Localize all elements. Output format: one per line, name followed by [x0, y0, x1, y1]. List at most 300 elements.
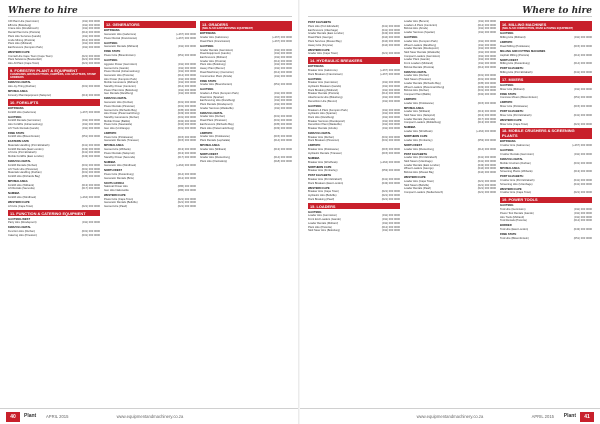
company-name: Earthmoving Hire (Randburg) — [200, 99, 236, 103]
category-heading — [500, 128, 592, 140]
company-name: Grader Rentals (Germiston) — [200, 48, 234, 52]
company-name: Lift Rentals (Secunda) — [8, 187, 35, 191]
phone-number: (021) 000 0000 — [381, 197, 400, 201]
list-item — [200, 40, 292, 44]
company-name: Loader Hire (Germiston) — [308, 214, 337, 218]
company-name: Linde Mining (Pretoria) — [8, 38, 36, 42]
list-item — [200, 127, 292, 131]
region-heading: LIMPOPO — [308, 144, 321, 148]
list-item — [500, 228, 592, 232]
company-name: Power Rentals (Nelspruit) — [104, 151, 135, 155]
phone-number: (041) 000 0000 — [477, 156, 496, 160]
company-name: Grader Hire (Witbank) — [200, 147, 227, 151]
phone-number: (011) 000 0000 — [273, 52, 292, 56]
company-name: Breaker Hire (Durban) — [308, 135, 335, 139]
region-heading: GAUTENG — [500, 83, 514, 87]
phone-number: (011) 000 0000 — [81, 34, 100, 38]
phone-number: (+264) 000 0000 — [380, 160, 400, 164]
list-item — [500, 36, 592, 40]
category-title: 12. GENERATORS — [106, 22, 140, 28]
phone-number: (043) 000 0000 — [81, 155, 100, 159]
phone-number: (013) 000 0000 — [177, 148, 196, 152]
company-name: Standby Power (Centurion) — [104, 85, 137, 89]
list-item — [404, 130, 496, 134]
phone-number: (011) 000 0000 — [477, 39, 496, 43]
phone-number: (011) 000 0000 — [381, 85, 400, 89]
phone-number: (011) 000 0000 — [177, 92, 196, 96]
list-item — [308, 44, 400, 48]
list-item — [500, 123, 592, 127]
company-name: Generator Rentals (Midrand) — [104, 45, 139, 49]
list-item — [500, 96, 592, 100]
company-name: Forklift Hire (Gaborone) — [8, 110, 37, 114]
region-heading: NORTH WEST — [500, 58, 519, 62]
company-name: Power Rental (Francistown) — [104, 36, 138, 40]
company-name: Road Hire (Spartan) — [200, 95, 225, 99]
list-item — [104, 92, 196, 96]
company-name: Mobile Crushers (Durban) — [500, 161, 531, 165]
company-name: Crusher Hire (Gaborone) — [500, 144, 530, 148]
company-name: Plant Rentals (Roodepoort) — [200, 103, 233, 107]
company-name: Rock Breaking (Paarl) — [308, 197, 335, 201]
list-item — [308, 229, 400, 233]
region-heading: GAUTENG-WEST — [8, 217, 31, 221]
phone-number: (031) 000 0000 — [81, 171, 100, 175]
left-columns — [8, 20, 292, 408]
phone-number: (017) 000 0000 — [81, 187, 100, 191]
phone-number: (011) 000 0000 — [81, 27, 100, 31]
phone-number: (011) 000 0000 — [573, 211, 592, 215]
company-name: Plant Hire (Midrand) — [8, 42, 33, 46]
list-item — [8, 175, 100, 179]
phone-number: (+264) 000 0000 — [80, 196, 100, 200]
company-name: Power Rentals (Pinetown) — [104, 104, 136, 108]
phone-number: (011) 000 0000 — [573, 87, 592, 91]
company-name: Grader Hire (Bloemfontein) — [200, 83, 233, 87]
phone-number: (051) 000 0000 — [573, 236, 592, 240]
list-item — [8, 111, 100, 115]
phone-number: (012) 000 0000 — [177, 176, 196, 180]
company-name: Rock Breakers (East London) — [308, 181, 344, 185]
category-heading — [8, 210, 100, 217]
region-heading: BOTSWANA — [308, 65, 324, 69]
company-name: Loader Hire (Witbank) — [404, 110, 431, 114]
phone-number: (051) 000 0000 — [273, 83, 292, 87]
footer-brand: Plant — [563, 413, 576, 419]
company-name: Breaker Rentals (Pretoria) — [308, 92, 340, 96]
company-name: Loader Hire (Cape Town) — [404, 179, 434, 183]
company-name: Loader Rentals (East London) — [404, 163, 440, 167]
phone-number: (012) 000 0000 — [273, 70, 292, 74]
region-heading: GAUTENG — [200, 88, 214, 92]
region-heading: WESTERN CAPE — [308, 48, 330, 52]
phone-number: (011) 000 0000 — [273, 106, 292, 110]
phone-number: (013) 000 0000 — [81, 93, 100, 97]
header-rule — [8, 16, 292, 17]
region-heading: FREE STATE — [500, 92, 517, 96]
region-heading: LIMPOPO — [200, 131, 213, 135]
column — [104, 20, 196, 408]
list-item — [500, 114, 592, 118]
phone-number: (015) 000 0000 — [477, 101, 496, 105]
company-name: Plant Hire (Boksburg) — [200, 63, 226, 67]
region-heading: WESTERN CAPE — [8, 50, 30, 54]
phone-number: (013) 000 0000 — [273, 147, 292, 151]
region-heading: LIMPOPO — [500, 101, 513, 105]
column — [404, 20, 496, 408]
region-heading: GAUTENG — [8, 115, 22, 119]
footer-date: APRIL 2015 — [531, 414, 554, 419]
category-title: 10. FORKLIFTS — [10, 99, 39, 105]
region-heading: NORTHERN CAPE — [308, 165, 332, 169]
phone-number: (018) 000 0000 — [273, 160, 292, 164]
list-item — [308, 152, 400, 156]
company-name: Demolition Hire (Benoni) — [308, 99, 338, 103]
list-item — [500, 237, 592, 241]
list-item — [200, 107, 292, 111]
list-item — [500, 162, 592, 166]
region-heading: POST ELIZABETH — [308, 21, 332, 25]
phone-number: (031) 000 0000 — [573, 161, 592, 165]
list-item — [8, 221, 100, 225]
phone-number: (012) 000 0000 — [273, 59, 292, 63]
phone-number: (031) 000 0000 — [381, 139, 400, 143]
phone-number: (+267) 000 0000 — [272, 39, 292, 43]
region-heading: GAUTENG — [104, 59, 118, 63]
region-heading: BOTSWANA — [200, 32, 216, 36]
company-name: Grader Rentals (East London) — [308, 32, 344, 36]
company-name: Power Hire (Polokwane) — [104, 135, 133, 139]
company-name: Genset Hire (Richards Bay) — [104, 108, 137, 112]
running-head: Where to hire — [522, 6, 592, 16]
region-heading: BOTSWANA — [104, 29, 120, 33]
company-name: Lift Truck Hire (Pinetown) — [8, 167, 39, 171]
phone-number: (011) 000 0000 — [81, 221, 100, 225]
region-heading: WESTERN CAPE — [104, 194, 126, 198]
company-name: Rock Breaking (Midrand) — [308, 88, 338, 92]
phone-number: (086) 000 0000 — [177, 189, 196, 193]
company-name: Demolition Plant (Wadeville) — [308, 123, 342, 127]
phone-number: (035) 000 0000 — [477, 81, 496, 85]
company-name: Breaker Hire (Cape Town) — [308, 190, 340, 194]
category-heading — [8, 67, 100, 80]
company-name: Grader Hire (Pretoria) — [200, 59, 226, 63]
phone-number: (015) 000 0000 — [177, 135, 196, 139]
company-name: Compact Plant (Ballito) — [404, 92, 432, 96]
phone-number: (031) 000 0000 — [81, 230, 100, 234]
company-name: Power Hire (Bloemfontein) — [104, 54, 136, 58]
company-name: Heavy Hire (Knysna) — [308, 43, 333, 47]
company-name: Breaker Hire (Port Elizabeth) — [308, 177, 343, 181]
phone-number: (011) 000 0000 — [573, 152, 592, 156]
phone-number: (041) 000 0000 — [381, 177, 400, 181]
phone-number: (014) 000 0000 — [573, 62, 592, 66]
phone-number: (013) 000 0000 — [477, 114, 496, 118]
phone-number: (053) 000 0000 — [477, 138, 496, 142]
list-item — [500, 88, 592, 92]
region-heading: NORTH WEST — [404, 143, 423, 147]
company-name: Power Rental (Johannesburg) — [104, 70, 140, 74]
company-name: Mobile Generators (Midrand) — [104, 81, 139, 85]
phone-number: (011) 000 0000 — [381, 115, 400, 119]
phone-number: (021) 000 0000 — [177, 197, 196, 201]
company-name: Plant Hire (Port Elizabeth) — [308, 25, 340, 28]
list-item — [8, 234, 100, 238]
phone-number: (011) 000 0000 — [573, 36, 592, 40]
phone-number: (021) 000 0000 — [477, 187, 496, 191]
region-heading: FREE STATE — [200, 79, 217, 83]
region-heading: BOTSWANA — [500, 140, 516, 144]
company-name: Graders & Plant (Kempton Park) — [200, 91, 239, 95]
list-item — [104, 127, 196, 131]
company-name: Wheel Loaders (George) — [404, 167, 434, 171]
phone-number: (011) 000 0000 — [381, 127, 400, 131]
company-name: Breakers & Plant (Kempton Park) — [308, 108, 348, 112]
region-heading: NORTHERN CAPE — [404, 135, 428, 139]
region-heading: FREE STATE — [104, 50, 121, 54]
list-item — [500, 153, 592, 157]
phone-number: (011) 000 0000 — [381, 81, 400, 85]
company-name: Grader Hire (Polokwane) — [200, 135, 230, 139]
company-name: EB Hire (Boksburg) — [8, 23, 32, 27]
region-heading: WESTERN CAPE — [500, 118, 522, 122]
company-name: Attachments Hire (Boksburg) — [308, 96, 343, 100]
company-name: Hydraulic Hire (Bellville) — [308, 194, 337, 198]
company-name: Breaker Rentals (Alrode) — [308, 127, 338, 131]
company-name: Bobcat Hire (Alrode) — [404, 27, 429, 31]
company-name: Mixer Hire (Midrand) — [500, 87, 525, 91]
phone-number: (013) 000 0000 — [573, 170, 592, 174]
company-name: Skid Steers (Pinetown) — [404, 78, 432, 82]
running-head: Where to hire — [8, 6, 78, 16]
phone-number: (011) 000 0000 — [177, 62, 196, 66]
company-name: Generator Rentals (Tzaneen) — [104, 139, 139, 143]
category-title: 18. MOBILE CRUSHERS & SCREENING PLANTS — [502, 128, 575, 139]
company-name: Forklift Hire (Bloemfontein) — [8, 135, 40, 139]
phone-number: (011) 000 0000 — [177, 70, 196, 74]
company-name: Materials Handling (Durban) — [8, 171, 42, 175]
region-heading: MPUMALANGA — [8, 90, 28, 94]
company-name: Crusher Rentals (Germiston) — [500, 152, 535, 156]
phone-number: (031) 000 0000 — [381, 135, 400, 139]
phone-number: (021) 000 0000 — [81, 58, 100, 62]
phone-number: (012) 000 0000 — [573, 53, 592, 57]
company-name: Skid Steers (Bellville) — [404, 183, 430, 187]
phone-number: (015) 000 0000 — [381, 151, 400, 155]
company-name: Grader Hire (Rustenburg) — [200, 156, 231, 160]
company-name: Skid Steer Hire (Boksburg) — [308, 229, 340, 233]
company-name: Breaker Hire (Germiston) — [308, 81, 339, 85]
company-name: Loader Services (Spartan) — [404, 31, 436, 35]
phone-number: (021) 000 0000 — [573, 191, 592, 195]
region-heading: FREE STATE — [8, 131, 25, 135]
list-item — [308, 139, 400, 143]
category-heading — [104, 21, 196, 28]
phone-number: (011) 000 0000 — [177, 45, 196, 49]
phone-number: (021) 000 0000 — [477, 190, 496, 194]
company-name: Power Tool Rentals (Isando) — [500, 211, 534, 215]
phone-number: (011) 000 0000 — [477, 54, 496, 58]
phone-number: (015) 000 0000 — [573, 105, 592, 109]
phone-number: (044) 000 0000 — [381, 43, 400, 47]
phone-number: (012) 000 0000 — [477, 65, 496, 69]
phone-number: (053) 000 0000 — [381, 169, 400, 173]
phone-number: (011) 000 0000 — [381, 123, 400, 127]
phone-number: (012) 000 0000 — [381, 225, 400, 229]
company-name: Milling Hire (Rustenburg) — [500, 62, 530, 66]
phone-number: (041) 000 0000 — [381, 25, 400, 28]
company-name: Generator Hire (Gaborone) — [104, 32, 137, 36]
phone-number: (+267) 000 0000 — [176, 36, 196, 40]
list-item — [200, 83, 292, 87]
phone-number: (021) 000 0000 — [81, 204, 100, 208]
company-name: Power Hire (Cape Town) — [104, 197, 134, 201]
company-name: CR Plant Hire (Germiston) — [8, 20, 40, 23]
category-heading — [500, 21, 592, 31]
company-name: Loader Rentals (Secunda) — [404, 117, 436, 121]
phone-number: (043) 000 0000 — [477, 163, 496, 167]
company-name: Road Machinery (Centurion) — [200, 70, 234, 74]
phone-number: (014) 000 0000 — [273, 138, 292, 142]
category-title: 13. GRADERS — [202, 22, 228, 28]
list-item — [308, 182, 400, 186]
list-item — [104, 205, 196, 209]
phone-number: (031) 000 0000 — [273, 119, 292, 123]
phone-number: (012) 000 0000 — [573, 219, 592, 223]
list-item — [404, 139, 496, 143]
list-item — [200, 75, 292, 79]
company-name: Loader Rentals (Paarl) — [404, 187, 432, 191]
company-name: Breaker Hire (Polokwane) — [308, 148, 339, 152]
region-heading: KWAZULU-NATAL — [500, 157, 524, 161]
phone-number: (012) 000 0000 — [177, 85, 196, 89]
phone-number: (041) 000 0000 — [573, 179, 592, 182]
page-footer — [300, 408, 600, 424]
list-item — [308, 100, 400, 104]
company-name: Earthmovers (Kempton Park) — [8, 45, 43, 49]
region-heading: NORTH WEST — [200, 152, 219, 156]
region-heading: KWAZULU-NATAL — [8, 226, 32, 230]
phone-number: (+267) 000 0000 — [380, 68, 400, 72]
list-item — [104, 164, 196, 168]
company-name: Lift Hire (Cape Town) — [8, 204, 34, 208]
phone-number: (043) 000 0000 — [381, 181, 400, 185]
footer-url[interactable]: www.equipmentandmachinery.co.za — [416, 414, 484, 419]
company-name: Gen Rentals (Randburg) — [104, 92, 134, 96]
list-item — [8, 205, 100, 209]
phone-number: (021) 000 0000 — [573, 122, 592, 126]
list-item — [404, 31, 496, 35]
company-name: Loader Rentals (Midrand) — [308, 221, 339, 225]
company-name: Rock Hire (Randburg) — [308, 115, 335, 119]
company-name: Grader Hire (Durban) — [200, 115, 226, 119]
right-page — [300, 0, 600, 424]
company-name: Tool Hire (East London) — [500, 227, 529, 231]
company-name: National Power Hire — [104, 185, 128, 189]
phone-number: (011) 000 0000 — [81, 126, 100, 130]
region-heading: WESTERN CAPE — [308, 186, 330, 190]
phone-number: (011) 000 0000 — [273, 56, 292, 59]
phone-number: (011) 000 0000 — [81, 20, 100, 23]
page-footer — [0, 408, 300, 424]
company-name: Hire Power (Kempton Park) — [104, 77, 137, 81]
phone-number: (021) 000 0000 — [177, 205, 196, 209]
phone-number: (011) 000 0000 — [477, 20, 496, 23]
phone-number: (033) 000 0000 — [477, 85, 496, 89]
list-item — [308, 161, 400, 165]
region-heading: GAUTENG — [308, 210, 322, 214]
phone-number: (043) 000 0000 — [81, 147, 100, 151]
region-heading: BORDER — [500, 224, 512, 228]
company-name: Plant Hire (Pretoria) — [308, 225, 332, 229]
company-name: Lift Truck Rentals (Isando) — [8, 126, 40, 130]
phone-number: (011) 000 0000 — [573, 215, 592, 219]
company-name: Skid Steer Rentals (Wadeville) — [404, 50, 441, 54]
company-name: Crusher Hire (Port Elizabeth) — [500, 179, 535, 182]
list-item — [8, 127, 100, 131]
list-item — [500, 144, 592, 148]
phone-number: (033) 000 0000 — [273, 126, 292, 130]
category-heading — [500, 76, 592, 83]
phone-number: (011) 000 0000 — [477, 27, 496, 31]
phone-number: (011) 000 0000 — [273, 95, 292, 99]
company-name: Concrete Mixers (Bloemfontein) — [500, 96, 538, 100]
category-title: 14. HYDRAULIC BREAKERS — [310, 58, 363, 64]
company-name: Mobile Power (Ballito) — [104, 119, 131, 123]
header-rule — [308, 16, 592, 17]
category-heading — [8, 99, 100, 106]
phone-number: (011) 000 0000 — [81, 23, 100, 27]
list-item — [8, 62, 100, 66]
page-number: 41 — [580, 412, 594, 422]
company-name: Wheel Loaders (Pietermaritzburg) — [404, 85, 445, 89]
region-heading: KWAZULU-NATAL — [8, 160, 32, 164]
company-name: Genset Hire (Isando) — [104, 66, 129, 70]
phone-number: (021) 000 0000 — [381, 190, 400, 194]
company-name: Forestry Plant Equipment (Nelspruit) — [8, 93, 52, 97]
list-item — [500, 54, 592, 58]
company-name: Tool Hire (Bloemfontein) — [500, 236, 529, 240]
company-name: Compact Loaders (Germiston) — [404, 54, 441, 58]
company-name: Road Milling (Polokwane) — [500, 44, 531, 48]
company-name: Mixer Hire (Polokwane) — [500, 105, 528, 109]
phone-number: (032) 000 0000 — [477, 92, 496, 96]
list-item — [500, 183, 592, 187]
list-item — [404, 66, 496, 70]
phone-number: (044) 000 0000 — [381, 36, 400, 40]
phone-number: (+267) 000 0000 — [272, 36, 292, 40]
company-name: Breaker Services (Roodepoort) — [308, 119, 346, 123]
list-item — [8, 46, 100, 50]
phone-number: (017) 000 0000 — [177, 155, 196, 159]
region-heading: FREE STATE — [500, 232, 517, 236]
company-name: Bobcat Rentals (Pretoria) — [404, 65, 435, 69]
region-heading: KWAZULU-NATAL — [8, 81, 32, 85]
phone-number: (041) 000 0000 — [573, 113, 592, 117]
region-heading: MPUMALANGA — [8, 179, 28, 183]
company-name: Plant Hire Services (Isando) — [8, 34, 42, 38]
footer-url[interactable]: www.equipmentandmachinery.co.za — [116, 414, 184, 419]
company-name: Breaker Hire (Kimberley) — [308, 169, 338, 173]
phone-number: (011) 000 0000 — [273, 91, 292, 95]
phone-number: (021) 000 0000 — [381, 52, 400, 56]
footer-date: APRIL 2015 — [46, 414, 69, 419]
region-heading: LIMPOPO — [500, 41, 513, 45]
region-heading: PORT ELIZABETH — [500, 175, 524, 179]
list-item — [308, 169, 400, 173]
company-name: Mixer Hire (Cape Town) — [500, 122, 529, 126]
list-item — [200, 148, 292, 152]
